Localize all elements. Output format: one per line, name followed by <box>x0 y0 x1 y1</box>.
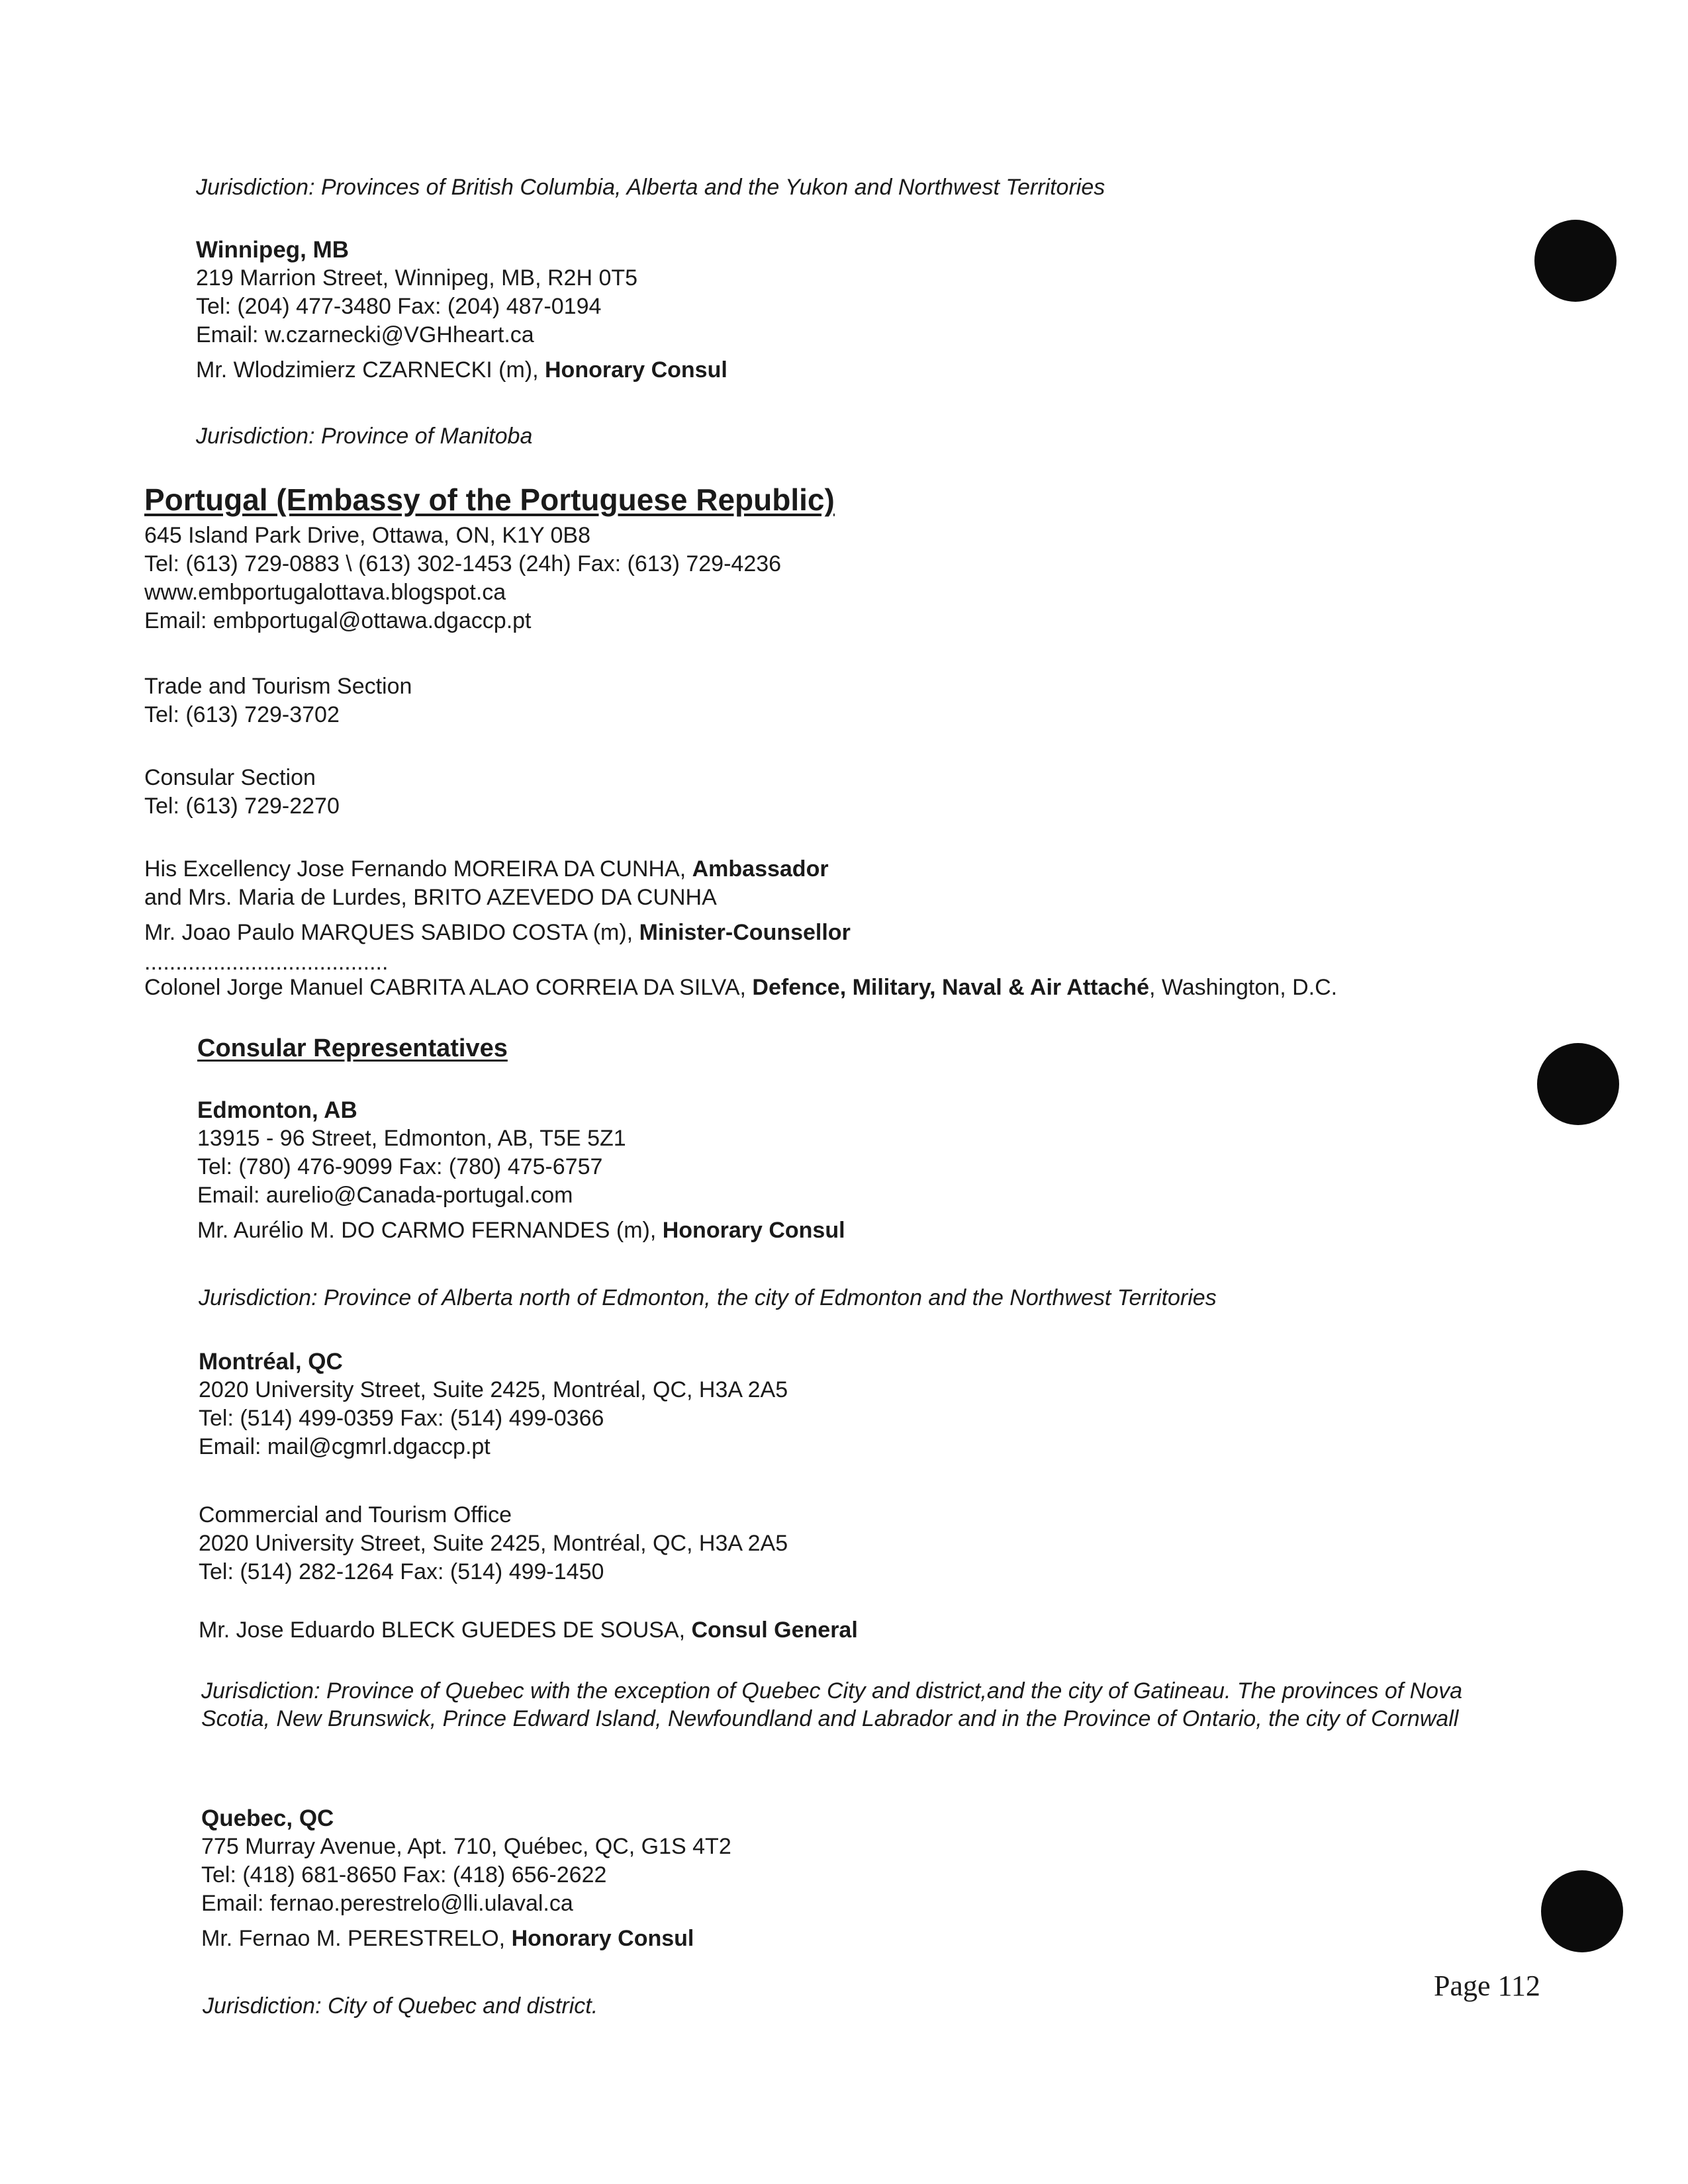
section-phone: Tel: (613) 729-2270 <box>144 794 340 819</box>
section-title: Trade and Tourism Section <box>144 674 412 699</box>
contact-person <box>197 1216 845 1245</box>
email: Email: w.czarnecki@VGHheart.ca <box>196 322 534 347</box>
page-number: Page 112 <box>1434 1970 1540 2002</box>
montreal-entry <box>199 1347 788 1461</box>
section-phone: Tel: (613) 729-3702 <box>144 702 340 727</box>
address: 645 Island Park Drive, Ottawa, ON, K1Y 0B8 <box>144 523 591 548</box>
phone-fax: Tel: (780) 476-9099 Fax: (780) 475-6757 <box>197 1154 603 1179</box>
section-title: Consular Section <box>144 765 316 790</box>
edmonton-jurisdiction: Jurisdiction: Province of Alberta north of Edmonton, the city of Edmonton and the Northwest Territories <box>199 1285 1217 1310</box>
person-title: Honorary Consul <box>545 357 727 383</box>
person-title: Ambassador <box>692 856 829 882</box>
phone-fax: Tel: (514) 499-0359 Fax: (514) 499-0366 <box>199 1406 604 1431</box>
diplomatic-staff <box>144 855 1337 1002</box>
city-heading: Quebec, QC <box>201 1805 334 1831</box>
ambassador <box>144 855 1337 884</box>
embassy-contact <box>144 522 781 635</box>
contact-person <box>201 1925 731 1953</box>
contact-person <box>199 1616 858 1645</box>
city-heading: Edmonton, AB <box>197 1097 357 1123</box>
trade-section <box>144 672 412 729</box>
email: Email: embportugal@ottawa.dgaccp.pt <box>144 608 532 633</box>
website: www.embportugalottava.blogspot.ca <box>144 580 506 605</box>
section-heading: Consular Representatives <box>197 1034 508 1062</box>
minister <box>144 919 1337 947</box>
address: 219 Marrion Street, Winnipeg, MB, R2H 0T5 <box>196 265 638 291</box>
person-name: Mr. Wlodzimierz CZARNECKI (m), <box>196 357 545 383</box>
person-title: Minister-Counsellor <box>639 920 851 945</box>
person-title: Defence, Military, Naval & Air Attaché <box>752 975 1150 1000</box>
winnipeg-jurisdiction: Jurisdiction: Province of Manitoba <box>196 424 533 449</box>
quebec-jurisdiction: Jurisdiction: City of Quebec and district. <box>203 1993 598 2019</box>
person-title: Consul General <box>691 1617 858 1643</box>
punch-hole <box>1541 1870 1623 1952</box>
edmonton-entry <box>197 1096 845 1245</box>
phone-fax: Tel: (418) 681-8650 Fax: (418) 656-2622 <box>201 1862 607 1888</box>
phone-fax: Tel: (613) 729-0883 \ (613) 302-1453 (24h) Fax: (613) 729-4236 <box>144 551 782 576</box>
separator-dots: ....................................... <box>144 950 389 975</box>
email: Email: mail@cgmrl.dgaccp.pt <box>199 1434 491 1459</box>
country-heading: Portugal (Embassy of the Portuguese Republic) <box>144 482 835 517</box>
consular-section <box>144 764 340 821</box>
address: 2020 University Street, Suite 2425, Montréal, QC, H3A 2A5 <box>199 1531 788 1556</box>
city-heading: Montréal, QC <box>199 1349 343 1375</box>
office-title: Commercial and Tourism Office <box>199 1502 512 1527</box>
winnipeg-entry <box>196 236 727 385</box>
punch-hole <box>1534 220 1617 302</box>
phone-fax: Tel: (514) 282-1264 Fax: (514) 499-1450 <box>199 1559 604 1584</box>
phone-fax: Tel: (204) 477-3480 Fax: (204) 487-0194 <box>196 294 602 319</box>
contact-person <box>196 356 727 385</box>
person-name: Mr. Jose Eduardo BLECK GUEDES DE SOUSA, <box>199 1617 692 1643</box>
address: 13915 - 96 Street, Edmonton, AB, T5E 5Z1 <box>197 1126 626 1151</box>
person-name: Mr. Aurélio M. DO CARMO FERNANDES (m), <box>197 1218 663 1243</box>
person-title: Honorary Consul <box>511 1926 694 1951</box>
attache-location: , Washington, D.C. <box>1149 975 1338 1000</box>
email: Email: aurelio@Canada-portugal.com <box>197 1183 573 1208</box>
quebec-entry <box>201 1804 731 1953</box>
address: 2020 University Street, Suite 2425, Montréal, QC, H3A 2A5 <box>199 1377 788 1402</box>
previous-jurisdiction: Jurisdiction: Provinces of British Columbia, Alberta and the Yukon and Northwest Territories <box>196 175 1105 200</box>
email: Email: fernao.perestrelo@lli.ulaval.ca <box>201 1891 573 1916</box>
person-name: Colonel Jorge Manuel CABRITA ALAO CORREIA DA SILVA, <box>144 975 753 1000</box>
punch-hole <box>1537 1043 1619 1125</box>
address: 775 Murray Avenue, Apt. 710, Québec, QC, G1S 4T2 <box>201 1834 731 1859</box>
person-name: Mr. Fernao M. PERESTRELO, <box>201 1926 512 1951</box>
person-name: Mr. Joao Paulo MARQUES SABIDO COSTA (m), <box>144 920 639 945</box>
commercial-office <box>199 1501 788 1586</box>
person-title: Honorary Consul <box>662 1218 845 1243</box>
montreal-jurisdiction: Jurisdiction: Province of Quebec with the exception of Quebec City and district,and the city of Gatineau. The provinces of Nova Scotia, New Brunswick, Prince Edward Island, Newfoundland and Labrador and in the Province of Ontario, the city of Cornwall <box>201 1678 1462 1731</box>
spouse: and Mrs. Maria de Lurdes, BRITO AZEVEDO DA CUNHA <box>144 885 717 910</box>
person-name: His Excellency Jose Fernando MOREIRA DA CUNHA, <box>144 856 692 882</box>
defence-attache <box>144 974 1337 1002</box>
city-heading: Winnipeg, MB <box>196 237 350 263</box>
